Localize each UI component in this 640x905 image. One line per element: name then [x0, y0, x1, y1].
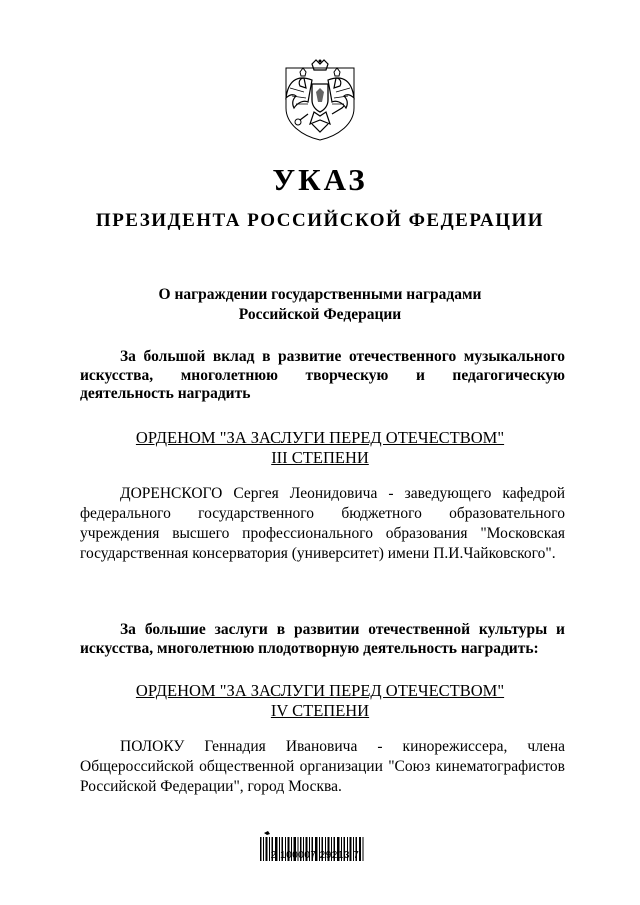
section1-awardee: ДОРЕНСКОГО Сергея Леонидовича - заведующего кафедрой федерального государственного бюджетного образовательного учреждения высшего профессионального образования "Московская государственная консерватория (университет) имени П.И.Чайковского". — [80, 485, 565, 562]
document-subtitle: ПРЕЗИДЕНТА РОССИЙСКОЙ ФЕДЕРАЦИИ — [95, 210, 545, 231]
decree-heading — [80, 285, 560, 325]
section2-awardee: ПОЛОКУ Геннадия Ивановича - кинорежиссера, члена Общероссийской общественной организации "Союз кинематографистов Российской Федерации", город Москва. — [80, 738, 565, 795]
decree-heading-line2: Российской Федерации — [238, 306, 402, 323]
coat-of-arms-icon — [282, 58, 358, 142]
section1-order-line1: ОРДЕНОМ "ЗА ЗАСЛУГИ ПЕРЕД ОТЕЧЕСТВОМ" — [135, 428, 505, 447]
document-title: УКАЗ — [272, 162, 368, 197]
section2-intro: За большие заслуги в развитии отечественной культуры и искусства, многолетнюю плодотворную деятельность наградить: — [80, 621, 565, 657]
section1-intro: За большой вклад в развитие отечественного музыкального искусства, многолетнюю творческую и педагогическую деятельность наградить — [80, 348, 565, 402]
section2-order-line2: IV СТЕПЕНИ — [270, 701, 370, 720]
section1-order-line2: III СТЕПЕНИ — [271, 448, 369, 467]
barcode-icon — [258, 816, 368, 876]
section1-order — [80, 428, 560, 468]
decree-heading-line1: О награждении государственными наградами — [158, 286, 482, 303]
section2-order — [80, 681, 560, 721]
barcode-number: 2 100007 29213 7 — [270, 850, 360, 861]
section2-order-line1: ОРДЕНОМ "ЗА ЗАСЛУГИ ПЕРЕД ОТЕЧЕСТВОМ" — [135, 681, 505, 700]
